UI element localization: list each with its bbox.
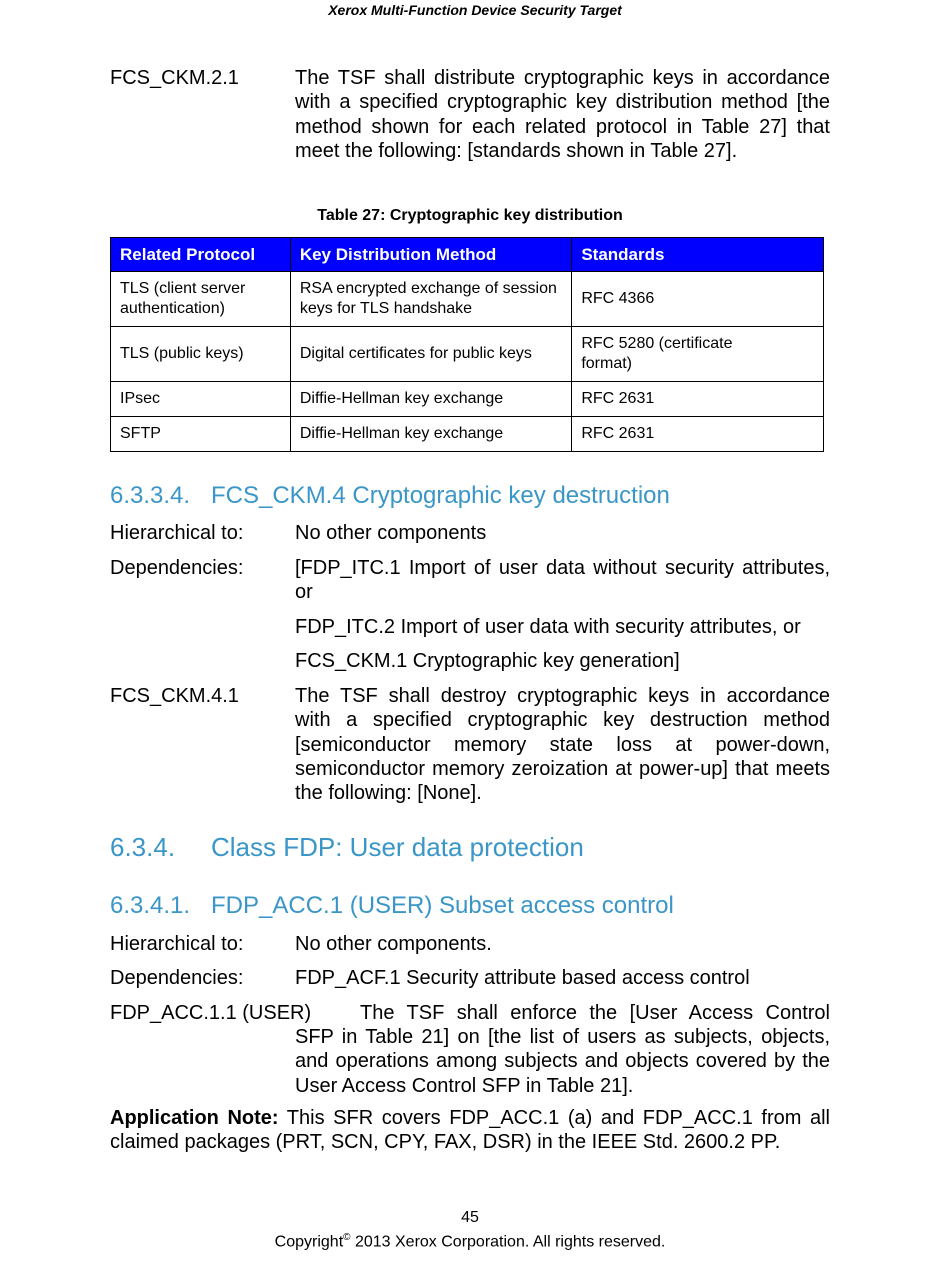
element-label: FCS_CKM.4.1 — [110, 685, 239, 707]
copyright-word: Copyright — [274, 1233, 344, 1251]
table-row — [111, 272, 824, 327]
element-text: The TSF shall distribute cryptographic keys in accordance with a specified cryptographic key distribution method [the method shown for each related protocol in Table 27] that meet the following: [standards shown in Table 27]. — [295, 67, 830, 162]
column-header-method: Key Distribution Method — [290, 238, 571, 272]
table-cell: SFTP — [111, 417, 291, 452]
application-note-label: Application Note: — [110, 1107, 279, 1129]
copyright-notice — [0, 1232, 940, 1251]
dependency-item: [FDP_ITC.1 Import of user data without security attributes, or — [295, 557, 830, 604]
table-cell: Diffie-Hellman key exchange — [290, 417, 571, 452]
running-header: Xerox Multi-Function Device Security Target — [328, 2, 622, 18]
section-title: Class FDP: User data protection — [211, 832, 584, 862]
section-title: FCS_CKM.4 Cryptographic key destruction — [211, 482, 670, 509]
dependency-item: FDP_ACF.1 Security attribute based access control — [295, 967, 750, 989]
element-text: The TSF shall destroy cryptographic keys in accordance with a specified cryptographic key destruction method [semiconductor memory state loss at power-down, semiconductor memory zeroization at power-up] that meets the following: [None]. — [295, 685, 830, 805]
dependency-item: FCS_CKM.1 Cryptographic key generation] — [295, 650, 680, 672]
section-number: 6.3.4. — [110, 832, 176, 862]
table-cell: Diffie-Hellman key exchange — [290, 382, 571, 417]
table-row — [111, 327, 824, 382]
dependency-item: FDP_ITC.2 Import of user data with security attributes, or — [295, 616, 801, 638]
element-text: SFP in Table 21] on [the list of users as subjects, objects, and operations among subjects and objects covered by the User Access Control SFP in Table 21]. — [295, 1026, 830, 1097]
table-caption: Table 27: Cryptographic key distribution — [317, 207, 623, 224]
table-cell: IPsec — [111, 382, 291, 417]
section-number: 6.3.4.1. — [110, 892, 191, 919]
dependencies-label: Dependencies: — [110, 557, 244, 579]
key-distribution-table — [110, 237, 824, 452]
column-header-standards: Standards — [572, 238, 824, 272]
table-cell: TLS (public keys) — [111, 327, 291, 382]
section-number: 6.3.3.4. — [110, 482, 191, 509]
application-note — [110, 1106, 830, 1155]
hierarchical-label: Hierarchical to: — [110, 933, 244, 955]
table-cell: RFC 4366 — [572, 272, 824, 327]
table-row — [111, 382, 824, 417]
element-label: FDP_ACC.1.1 (USER) — [110, 1002, 312, 1024]
table-row — [111, 417, 824, 452]
application-note-text: This SFR covers FDP_ACC.1 (a) and FDP_ACC.1 from all claimed packages (PRT, SCN, CPY, FAX, DSR) in the IEEE Std. 2600.2 PP. — [110, 1107, 830, 1154]
section-title: FDP_ACC.1 (USER) Subset access control — [211, 892, 674, 919]
copyright-symbol: © — [343, 1232, 351, 1243]
table-cell: RSA encrypted exchange of session keys for TLS handshake — [290, 272, 571, 327]
table-cell: RFC 2631 — [572, 417, 824, 452]
table-header-row — [111, 238, 824, 272]
element-label: FCS_CKM.2.1 — [110, 67, 239, 89]
copyright-text: 2013 Xerox Corporation. All rights reserved. — [350, 1233, 666, 1251]
hierarchical-label: Hierarchical to: — [110, 522, 244, 544]
dependencies-label: Dependencies: — [110, 967, 244, 989]
hierarchical-value: No other components. — [295, 933, 492, 955]
table-cell: RFC 5280 (certificate format) — [572, 327, 824, 382]
table-cell: Digital certificates for public keys — [290, 327, 571, 382]
page-number: 45 — [461, 1209, 479, 1226]
column-header-protocol: Related Protocol — [111, 238, 291, 272]
element-text-first-line: The TSF shall enforce the [User Access Control — [360, 1002, 830, 1024]
table-cell: TLS (client server authentication) — [111, 272, 291, 327]
table-cell: RFC 2631 — [572, 382, 824, 417]
hierarchical-value: No other components — [295, 522, 487, 544]
